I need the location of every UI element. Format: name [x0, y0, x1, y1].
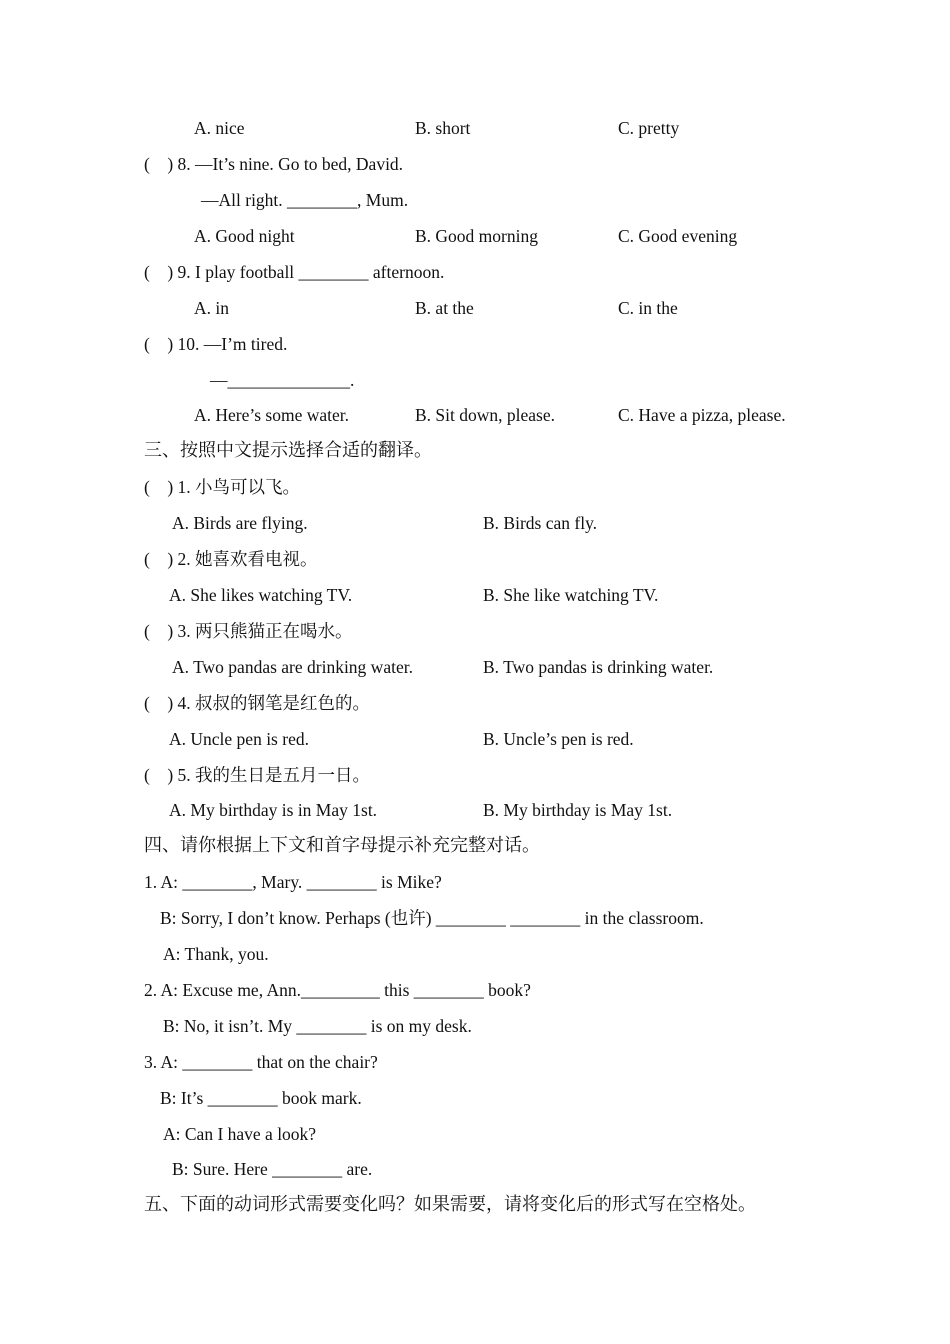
s3-q2-option-a: A. She likes watching TV. [169, 585, 353, 605]
q10-stem: ( ) 10. —I’m tired. [144, 334, 288, 354]
s4-d1-line1: 1. A: ________, Mary. ________ is Mike? [144, 872, 442, 892]
q9-option-b: B. at the [415, 298, 474, 318]
s3-q1-stem: ( ) 1. 小鸟可以飞。 [144, 477, 301, 497]
s3-q5-stem: ( ) 5. 我的生日是五月一日。 [144, 765, 371, 785]
q10-option-c: C. Have a pizza, please. [618, 405, 786, 425]
section4-heading: 四、请你根据上下文和首字母提示补充完整对话。 [144, 835, 540, 856]
q7-option-c: C. pretty [618, 118, 680, 138]
s4-d2-line2: B: No, it isn’t. My ________ is on my desk. [163, 1016, 472, 1036]
q10-option-b: B. Sit down, please. [415, 405, 555, 425]
q7-option-a: A. nice [194, 118, 245, 138]
s4-d2-line1: 2. A: Excuse me, Ann._________ this ________ book? [144, 980, 531, 1000]
q7-option-b: B. short [415, 118, 471, 138]
s3-q2-option-b: B. She like watching TV. [483, 585, 659, 605]
s3-q1-option-b: B. Birds can fly. [483, 513, 598, 533]
s3-q4-option-b: B. Uncle’s pen is red. [483, 729, 634, 749]
section5-heading: 五、下面的动词形式需要变化吗？如果需要，请将变化后的形式写在空格处。 [144, 1194, 756, 1215]
s4-d3-line3: A: Can I have a look? [163, 1124, 317, 1144]
s3-q5-option-b: B. My birthday is May 1st. [483, 800, 673, 820]
section3-heading: 三、按照中文提示选择合适的翻译。 [144, 440, 432, 461]
s4-d3-line2: B: It’s ________ book mark. [160, 1088, 362, 1108]
s3-q4-option-a: A. Uncle pen is red. [169, 729, 309, 749]
q10-option-a: A. Here’s some water. [194, 405, 350, 425]
q8-dialogue-line: —All right. ________, Mum. [201, 190, 409, 210]
q9-stem: ( ) 9. I play football ________ afternoon. [144, 262, 445, 282]
s4-d1-line3: A: Thank, you. [163, 944, 269, 964]
q10-dialogue-line: —______________. [210, 370, 355, 390]
s3-q3-stem: ( ) 3. 两只熊猫正在喝水。 [144, 621, 353, 641]
s4-d3-line1: 3. A: ________ that on the chair? [144, 1052, 378, 1072]
q8-option-a: A. Good night [194, 226, 295, 246]
s3-q4-stem: ( ) 4. 叔叔的钢笔是红色的。 [144, 693, 371, 713]
s4-d3-line4: B: Sure. Here ________ are. [172, 1159, 373, 1179]
q8-option-b: B. Good morning [415, 226, 538, 246]
s3-q3-option-a: A. Two pandas are drinking water. [172, 657, 413, 677]
s3-q1-option-a: A. Birds are flying. [172, 513, 308, 533]
q8-stem: ( ) 8. —It’s nine. Go to bed, David. [144, 154, 404, 174]
s3-q5-option-a: A. My birthday is in May 1st. [169, 800, 378, 820]
q9-option-a: A. in [194, 298, 229, 318]
q8-option-c: C. Good evening [618, 226, 738, 246]
s4-d1-line2: B: Sorry, I don’t know. Perhaps (也许) ________ ________ in the classroom. [160, 908, 704, 928]
s3-q2-stem: ( ) 2. 她喜欢看电视。 [144, 549, 318, 569]
q9-option-c: C. in the [618, 298, 678, 318]
s3-q3-option-b: B. Two pandas is drinking water. [483, 657, 714, 677]
